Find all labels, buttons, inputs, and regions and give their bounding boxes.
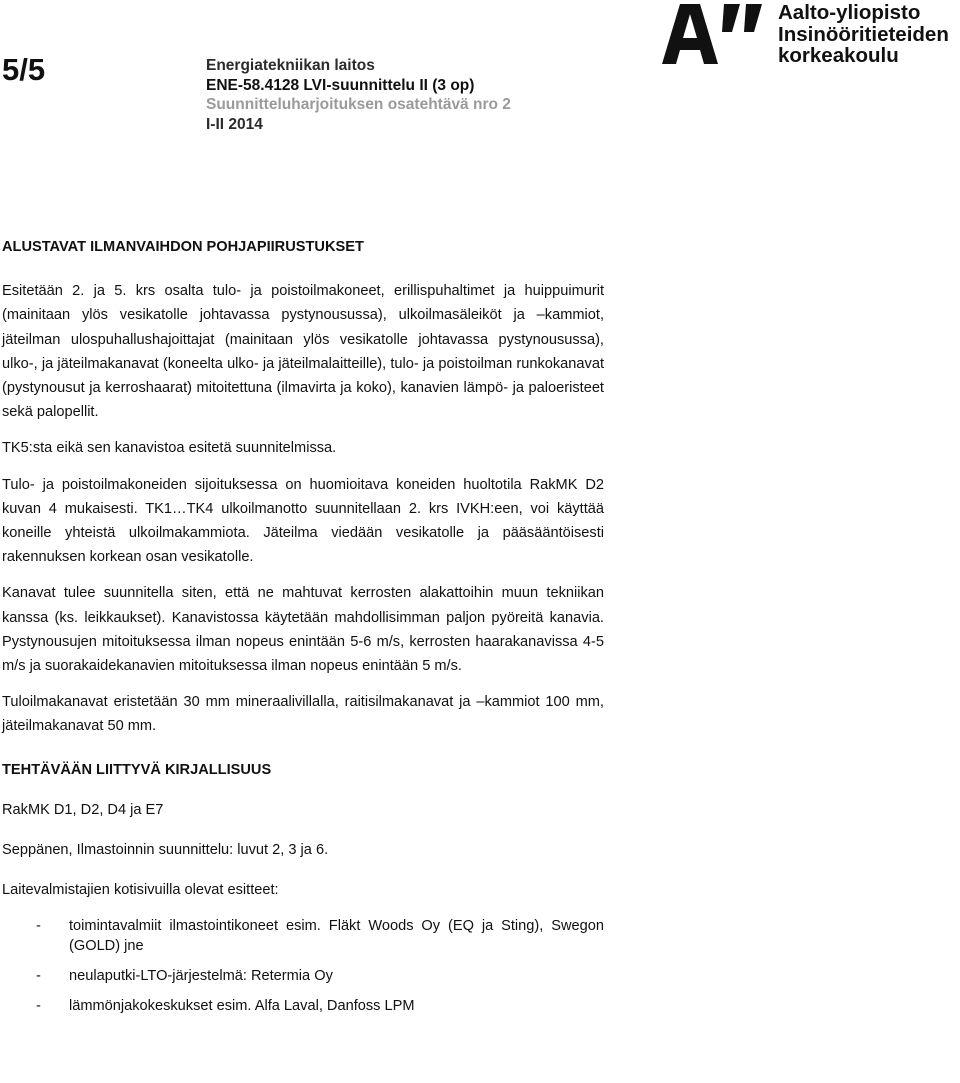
aalto-logo <box>662 2 960 68</box>
section-title-literature: TEHTÄVÄÄN LIITTYVÄ KIRJALLISUUS <box>2 761 272 778</box>
aalto-wordmark <box>778 2 949 67</box>
assignment-title: Suunnitteluharjoituksen osatehtävä nro 2 <box>206 96 511 113</box>
section-title-floor-plans: ALUSTAVAT ILMANVAIHDON POHJAPIIRUSTUKSET <box>2 239 364 255</box>
manufacturer-list <box>2 916 604 1016</box>
literature-item-1: RakMK D1, D2, D4 ja E7 <box>2 801 164 818</box>
list-item <box>2 916 604 956</box>
list-item-text: toimintavalmiit ilmastointikoneet esim. Fläkt Woods Oy (EQ ja Sting), Swegon (GOLD) jne <box>69 918 604 955</box>
list-item-text: neulaputki-LTO-järjestelmä: Retermia Oy <box>69 968 333 985</box>
paragraph-3: Tulo- ja poistoilmakoneiden sijoituksessa on huomioitava koneiden huoltotila RakMK D2 kuvan 4 mukaisesti. TK1…TK4 ulkoilmanotto suunnitellaan 2. krs IVKH:een, voi käyttää koneille yhteistä ulkoilmakammiota. Jäteilma viedään vesikatolle ja pääsääntöisesti rakennuksen korkean osan vesikatolle. <box>2 476 604 566</box>
list-bullet: - <box>36 918 41 935</box>
logo-line-1: Aalto-yliopisto <box>778 1 921 24</box>
list-bullet: - <box>36 968 41 985</box>
list-item <box>2 966 604 986</box>
logo-line-2: Insinööritieteiden <box>778 22 949 46</box>
paragraph-4: Kanavat tulee suunnitella siten, että ne mahtuvat kerrosten alakattoihin muun tekniikan kanssa (ks. leikkaukset). Kanavistossa käytetään mahdollisimman paljon pyöreitä kanavia. Pystynousujen mitoituksessa ilman nopeus enintään 5-6 m/s, kerrosten haarakanavissa 4-5 m/s ja suorakaidekanavien mitoituksessa ilman nopeus enintään 5 m/s. <box>2 585 604 675</box>
term: I-II 2014 <box>206 115 263 133</box>
paragraph-5: Tuloilmakanavat eristetään 30 mm mineraalivillalla, raitisilmakanavat ja –kammiot 100 mm, jäteilmakanavat 50 mm. <box>2 694 604 735</box>
list-item <box>2 996 604 1016</box>
paragraph-2: TK5:sta eikä sen kanavistoa esitetä suunnitelmissa. <box>2 440 337 457</box>
logo-line-3: korkeakoulu <box>778 44 899 67</box>
aalto-a-mark-icon <box>662 2 772 66</box>
department-name: Energiatekniikan laitos <box>206 57 375 74</box>
document-body <box>2 235 604 1026</box>
list-item-text: lämmönjakokeskukset esim. Alfa Laval, Danfoss LPM <box>69 998 415 1015</box>
page-number: 5/5 <box>2 52 46 87</box>
course-code: ENE-58.4128 LVI-suunnittelu II (3 op) <box>206 76 475 94</box>
paragraph-1: Esitetään 2. ja 5. krs osalta tulo- ja poistoilmakoneet, erillispuhaltimet ja huippuimurit (mainitaan ylös vesikatolle johtavassa pystynousussa), ulkoilmasäleiköt ja –kammiot, jäteilman ulospuhallushajoittajat (mainitaan ylös vesikatolle johtavassa pystynousussa), ulko-, ja jäteilmakanavat (koneelta ulko- ja jäteilmalaitteille), tulo- ja poistoilman runkokanavat (pystynousut ja kerroshaarat) mitoitettuna (ilmavirta ja koko), kanavien lämpö- ja paloeristeet sekä palopellit. <box>2 283 604 421</box>
literature-item-2: Seppänen, Ilmastoinnin suunnittelu: luvut 2, 3 ja 6. <box>2 842 329 859</box>
list-bullet: - <box>36 998 41 1015</box>
course-header <box>206 56 511 134</box>
literature-item-3: Laitevalmistajien kotisivuilla olevat esitteet: <box>2 882 279 899</box>
